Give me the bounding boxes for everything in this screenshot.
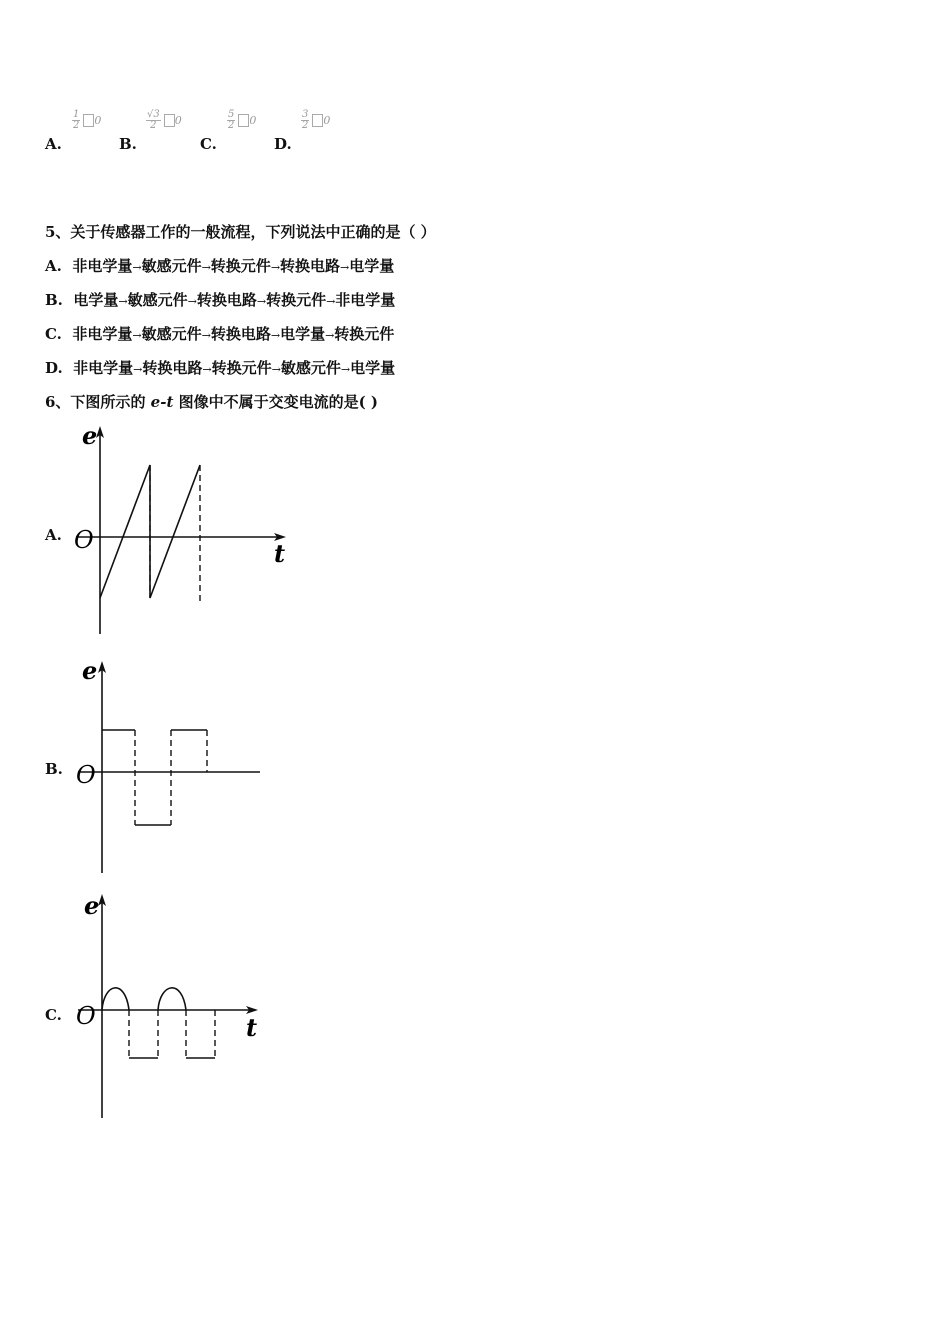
option-label: D. — [45, 359, 63, 377]
y-axis-label: e — [84, 891, 100, 920]
placeholder-box — [83, 114, 94, 127]
x-axis-label: t — [246, 1013, 258, 1042]
q4-option-b[interactable] — [119, 134, 137, 153]
q4-option-b-formula: $\frac{√3}{2}$ 0 — [147, 109, 182, 131]
q5-option-d[interactable]: D. 非电学量→转换电路→转换元件→敏感元件→电学量 — [45, 359, 396, 377]
q4-option-c[interactable] — [200, 134, 217, 153]
option-label: C. — [200, 135, 217, 153]
placeholder-box — [312, 114, 323, 127]
q4-option-d-formula: $\frac{3}{2}$ 0 — [302, 109, 331, 131]
q6-option-a-graph[interactable] — [70, 420, 300, 640]
origin-label: O — [74, 526, 94, 554]
positive-arch — [158, 988, 186, 1010]
q5-option-c[interactable]: C. 非电学量→敏感元件→转换电路→电学量→转换元件 — [45, 325, 395, 343]
q4-option-a[interactable] — [45, 134, 62, 153]
q6-option-b-label[interactable]: B. — [45, 760, 63, 778]
placeholder-box — [164, 114, 175, 127]
q5-option-b[interactable]: B. 电学量→敏感元件→转换电路→转换元件→非电学量 — [45, 291, 396, 309]
origin-label: O — [76, 761, 96, 789]
x-axis-label: t — [274, 539, 286, 568]
y-axis-label: e — [82, 656, 98, 685]
positive-arch — [102, 988, 129, 1010]
option-label: B. — [45, 291, 63, 309]
q5-option-a[interactable]: A. 非电学量→敏感元件→转换元件→转换电路→电学量 — [45, 257, 395, 275]
q4-option-d[interactable] — [274, 134, 292, 153]
q5-stem: 5、关于传感器工作的一般流程，下列说法中正确的是（ ） — [45, 223, 436, 241]
option-label: A. — [45, 257, 62, 275]
q4-option-c-formula: $\frac{5}{2}$ 0 — [228, 109, 257, 131]
placeholder-box — [238, 114, 249, 127]
origin-label: O — [76, 1002, 96, 1030]
option-label: B. — [119, 135, 137, 153]
option-label: A. — [45, 135, 62, 153]
q6-option-c-graph[interactable] — [70, 888, 270, 1123]
q4-option-a-formula: $\frac{1}{2}$ 0 — [73, 109, 102, 131]
q6-option-c-label[interactable]: C. — [45, 1006, 62, 1024]
y-axis-label: e — [82, 421, 98, 450]
q6-option-a-label[interactable]: A. — [45, 526, 62, 544]
q4-options — [0, 100, 950, 160]
q6-option-b-graph[interactable] — [70, 655, 270, 880]
option-label: D. — [274, 135, 292, 153]
q6-stem: 6、下图所示的 e-t 图像中不属于交变电流的是( ) — [45, 393, 379, 411]
option-label: C. — [45, 325, 62, 343]
